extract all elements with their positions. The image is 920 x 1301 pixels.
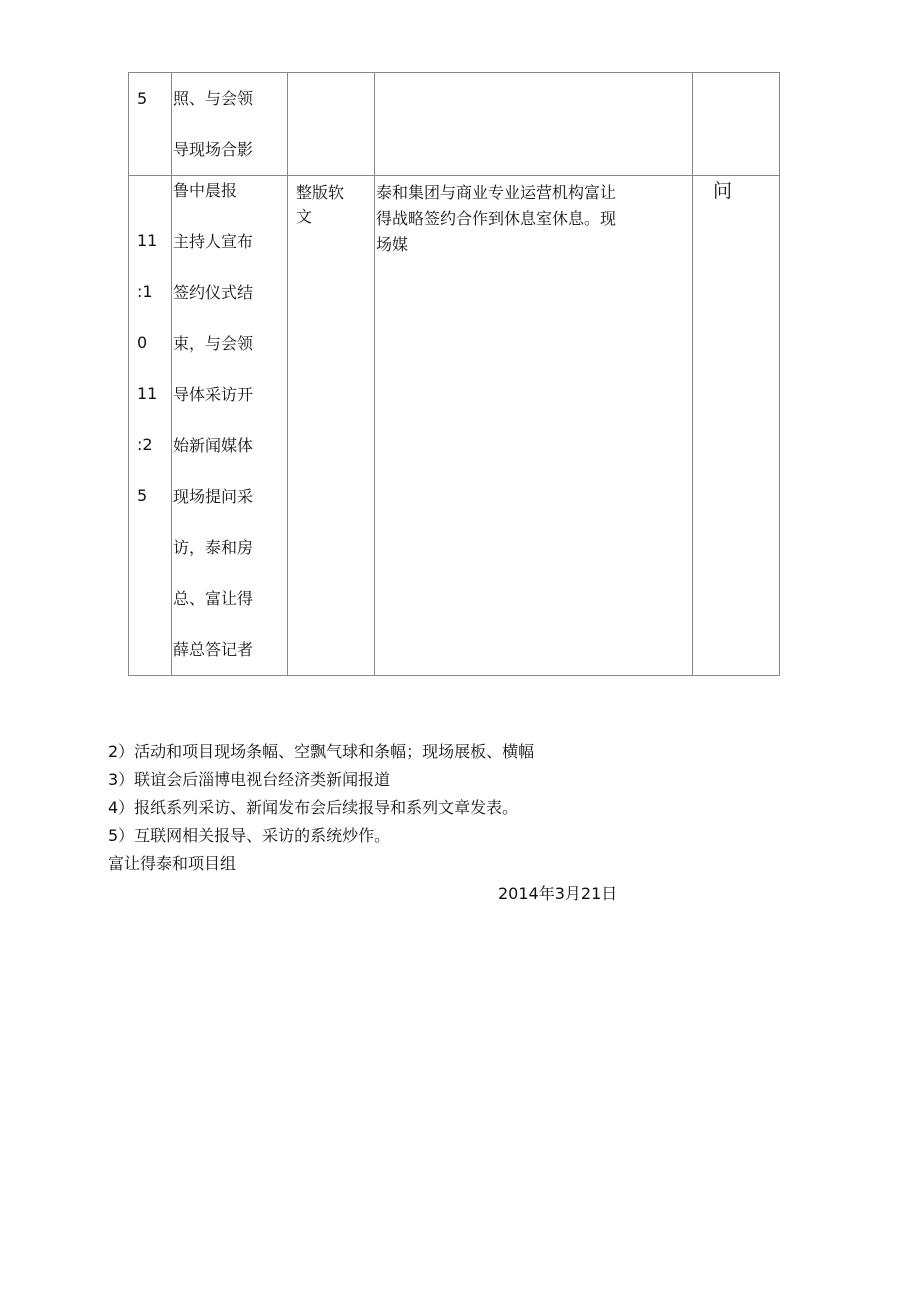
schedule-table xyxy=(128,72,780,676)
time-text: 11 xyxy=(137,384,158,403)
team-signature: 富让得泰和项目组 xyxy=(108,854,237,873)
item-cell xyxy=(172,176,288,676)
note-cell xyxy=(693,176,780,676)
item-text: 照、与会领 xyxy=(173,89,254,108)
item-text: 鲁中晨报 xyxy=(173,181,238,200)
notes-list xyxy=(108,738,808,878)
note-cell xyxy=(693,73,780,176)
item-text: 始新闻媒体 xyxy=(173,436,254,455)
item-text: 导现场合影 xyxy=(173,140,254,159)
item-text: 薛总答记者 xyxy=(173,640,254,659)
time-text: 5 xyxy=(137,89,148,108)
item-text: 束，与会领 xyxy=(173,334,254,353)
time-cell xyxy=(129,176,172,676)
table-row xyxy=(129,176,780,676)
item-text: 总、富让得 xyxy=(173,589,254,608)
media-cell xyxy=(288,73,375,176)
time-text: :2 xyxy=(137,435,153,454)
note-line: 5）互联网相关报导、采访的系统炒作。 xyxy=(108,826,391,845)
media-cell xyxy=(288,176,375,676)
time-cell xyxy=(129,73,172,176)
time-text: 11 xyxy=(137,231,158,250)
item-text: 导体采访开 xyxy=(173,385,254,404)
media-text: 整版软 xyxy=(296,183,345,202)
item-text: 现场提问采 xyxy=(173,487,254,506)
item-text: 签约仪式结 xyxy=(173,283,254,302)
item-text: 主持人宣布 xyxy=(173,232,254,251)
media-text: 文 xyxy=(296,207,313,226)
note-text: 问 xyxy=(713,180,733,202)
content-text: 泰和集团与商业专业运营机构富让 xyxy=(376,183,617,202)
note-line: 4）报纸系列采访、新闻发布会后续报导和系列文章发表。 xyxy=(108,798,519,817)
time-text: 5 xyxy=(137,486,148,505)
note-line: 3）联谊会后淄博电视台经济类新闻报道 xyxy=(108,770,391,789)
time-text: 0 xyxy=(137,333,148,352)
content-cell xyxy=(375,176,693,676)
time-text: :1 xyxy=(137,282,153,301)
content-cell xyxy=(375,73,693,176)
content-text: 得战略签约合作到休息室休息。现 xyxy=(376,209,617,228)
table-row xyxy=(129,73,780,176)
content-text: 场媒 xyxy=(376,235,409,254)
document-date: 2014年3月21日 xyxy=(498,884,618,903)
item-text: 访，泰和房 xyxy=(173,538,254,557)
note-line: 2）活动和项目现场条幅、空飘气球和条幅；现场展板、横幅 xyxy=(108,742,535,761)
item-cell xyxy=(172,73,288,176)
